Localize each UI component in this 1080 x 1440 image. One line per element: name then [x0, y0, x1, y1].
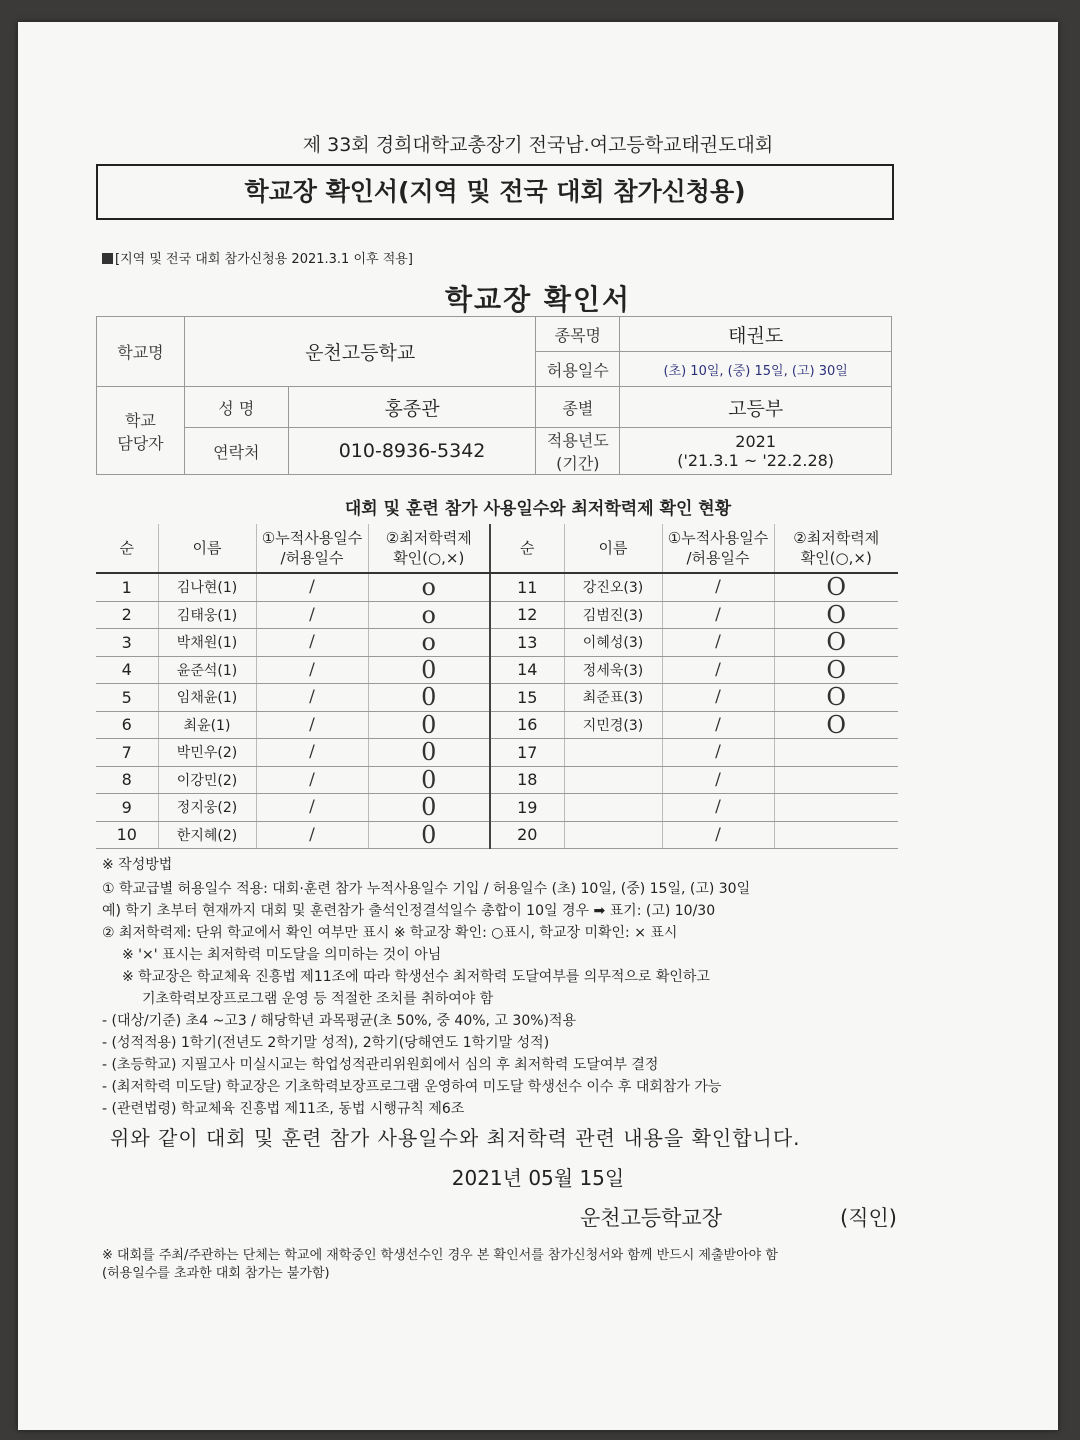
- row-no: 12: [490, 601, 564, 629]
- row-no: 4: [96, 656, 158, 684]
- days-cell: /: [256, 821, 368, 849]
- table-row: [96, 794, 898, 822]
- days-cell: /: [662, 739, 774, 767]
- days-cell: /: [662, 766, 774, 794]
- student-name: 임채윤(1): [158, 684, 256, 712]
- student-name: 한지혜(2): [158, 821, 256, 849]
- form-title: 학교장 확인서(지역 및 전국 대회 참가신청용): [96, 164, 894, 220]
- student-name: 정지웅(2): [158, 794, 256, 822]
- status-title: 대회 및 훈련 참가 사용일수와 최저학력제 확인 현황: [344, 499, 732, 519]
- check-cell: 0: [368, 711, 490, 739]
- row-no: 14: [490, 656, 564, 684]
- guide-line: 기초학력보장프로그램 운영 등 적절한 조치를 취하여야 함: [142, 991, 494, 1007]
- days-cell: /: [662, 629, 774, 657]
- row-no: 13: [490, 629, 564, 657]
- days-cell: /: [662, 601, 774, 629]
- header-no-right: 순: [490, 524, 564, 573]
- guide-line: - (최저학력 미도달) 학교장은 기초학력보장프로그램 운영하여 미도달 학생선수 이수 후 대회참가 가능: [102, 1079, 722, 1095]
- row-no: 10: [96, 821, 158, 849]
- student-name: 정세욱(3): [564, 656, 662, 684]
- sport-label: 종목명: [536, 317, 620, 352]
- check-cell: O: [774, 573, 898, 601]
- days-cell: /: [256, 601, 368, 629]
- event-title: 제 33회 경희대학교총장기 전국남.여고등학교태권도대회: [302, 134, 774, 156]
- header-acad: [368, 524, 490, 573]
- header-name: 이름: [158, 524, 256, 573]
- student-name: 박채원(1): [158, 629, 256, 657]
- header-days-right-line-1: ①누적사용일수: [667, 529, 769, 547]
- footnote: (허용일수를 초과한 대회 참가는 불가함): [102, 1266, 330, 1281]
- table-row: [96, 629, 898, 657]
- check-cell: O: [774, 711, 898, 739]
- student-name: 김나현(1): [158, 573, 256, 601]
- days-cell: /: [256, 739, 368, 767]
- sport-value: 태권도: [620, 317, 892, 352]
- student-name: 이강민(2): [158, 766, 256, 794]
- row-no: 8: [96, 766, 158, 794]
- check-cell: O: [774, 629, 898, 657]
- header-name-right: 이름: [564, 524, 662, 573]
- row-no: 11: [490, 573, 564, 601]
- manager-label: [97, 387, 185, 475]
- check-cell: 0: [368, 739, 490, 767]
- row-no: 2: [96, 601, 158, 629]
- category-value: 고등부: [620, 387, 892, 428]
- student-name: 최준표(3): [564, 684, 662, 712]
- manager-label-line-2: 담당자: [117, 433, 164, 453]
- days-cell: /: [256, 573, 368, 601]
- check-cell: [774, 766, 898, 794]
- table-row: [96, 601, 898, 629]
- guide-line: - (초등학교) 지필고사 미실시교는 학업성적관리위원회에서 심의 후 최저학력 도달여부 결정: [102, 1057, 659, 1073]
- notice-line: [102, 248, 413, 267]
- doc-title: 학교장 확인서: [444, 283, 632, 316]
- days-cell: /: [662, 711, 774, 739]
- guide-line: ※ 학교장은 학교체육 진흥법 제11조에 따라 학생선수 최저학력 도달여부를 의무적으로 확인하고: [122, 969, 710, 985]
- days-cell: /: [662, 573, 774, 601]
- check-cell: [774, 739, 898, 767]
- school-name: 운천고등학교: [184, 317, 536, 387]
- info-table: [96, 316, 892, 475]
- check-cell: o: [368, 601, 490, 629]
- student-name: 박민우(2): [158, 739, 256, 767]
- table-row: [96, 739, 898, 767]
- row-no: 3: [96, 629, 158, 657]
- table-row: [96, 684, 898, 712]
- student-name: [564, 739, 662, 767]
- guide-line: - (성적적용) 1학기(전년도 2학기말 성적), 2학기(당해연도 1학기말 성적): [102, 1035, 550, 1051]
- year-label-line-2: (기간): [556, 454, 600, 473]
- check-cell: [774, 821, 898, 849]
- name-label: 성 명: [184, 387, 288, 428]
- year-label-line-1: 적용년도: [546, 431, 609, 450]
- year-text: 2021: [735, 432, 776, 451]
- guide-line: 예) 학기 초부터 현재까지 대회 및 훈련참가 출석인정결석일수 총합이 10일 경우 ➡ 표기: (고) 10/30: [102, 903, 716, 919]
- days-cell: /: [256, 766, 368, 794]
- days-value: (초) 10일, (중) 15일, (고) 30일: [620, 352, 892, 387]
- manager-label-line-1: 학교: [124, 410, 156, 430]
- header-days-right-line-2: /허용일수: [686, 549, 750, 567]
- days-cell: /: [662, 794, 774, 822]
- student-name: [564, 766, 662, 794]
- row-no: 1: [96, 573, 158, 601]
- days-cell: /: [662, 656, 774, 684]
- row-no: 7: [96, 739, 158, 767]
- header-acad-line-1: ②최저학력제: [385, 529, 472, 547]
- guide-line: - (관련법령) 학교체육 진흥법 제11조, 동법 시행규칙 제6조: [102, 1101, 465, 1117]
- check-cell: 0: [368, 766, 490, 794]
- days-cell: /: [256, 684, 368, 712]
- row-no: 15: [490, 684, 564, 712]
- row-no: 20: [490, 821, 564, 849]
- header-acad-right: [774, 524, 898, 573]
- table-row: [96, 711, 898, 739]
- footnote: ※ 대회를 주최/주관하는 단체는 학교에 재학중인 학생선수인 경우 본 확인서를 참가신청서와 함께 반드시 제출받아야 함: [102, 1248, 778, 1263]
- square-bullet-icon: [102, 253, 113, 264]
- student-name: 이혜성(3): [564, 629, 662, 657]
- header-acad-right-line-1: ②최저학력제: [793, 529, 880, 547]
- contact-label: 연락처: [184, 428, 288, 475]
- header-acad-line-2: 확인(○,×): [393, 549, 465, 567]
- year-value: [620, 428, 892, 475]
- student-name: 지민경(3): [564, 711, 662, 739]
- period-text: ('21.3.1 ~ '22.2.28): [677, 451, 835, 470]
- guide-line: - (대상/기준) 초4 ~고3 / 해당학년 과목평균(초 50%, 중 40%, 고 30%)적용: [102, 1013, 577, 1029]
- category-label: 종별: [536, 387, 620, 428]
- check-cell: 0: [368, 794, 490, 822]
- notice-text: [지역 및 전국 대회 참가신청용 2021.3.1 이후 적용]: [115, 252, 413, 267]
- header-days: [256, 524, 368, 573]
- header-acad-right-line-2: 확인(○,×): [800, 549, 872, 567]
- check-cell: O: [774, 684, 898, 712]
- student-name: 김태웅(1): [158, 601, 256, 629]
- check-cell: O: [774, 656, 898, 684]
- guide-heading: ※ 작성방법: [102, 857, 173, 873]
- days-cell: /: [256, 629, 368, 657]
- table-row: [96, 766, 898, 794]
- school-label: 학교명: [97, 317, 185, 387]
- days-cell: /: [256, 656, 368, 684]
- student-name: [564, 821, 662, 849]
- confirm-statement: 위와 같이 대회 및 훈련 참가 사용일수와 최저학력 관련 내용을 확인합니다.: [110, 1126, 801, 1150]
- header-days-line-2: /허용일수: [280, 549, 344, 567]
- table-row: [96, 821, 898, 849]
- days-cell: /: [256, 711, 368, 739]
- guide-line: ① 학교급별 허용일수 적용: 대회·훈련 참가 누적사용일수 기입 / 허용일수 (초) 10일, (중) 15일, (고) 30일: [102, 881, 751, 897]
- header-days-line-1: ①누적사용일수: [261, 529, 363, 547]
- issue-date: 2021년 05월 15일: [451, 1166, 625, 1190]
- header-days-right: [662, 524, 774, 573]
- student-name: 최윤(1): [158, 711, 256, 739]
- row-no: 18: [490, 766, 564, 794]
- row-no: 16: [490, 711, 564, 739]
- row-no: 5: [96, 684, 158, 712]
- check-cell: 0: [368, 821, 490, 849]
- student-name: [564, 794, 662, 822]
- days-cell: /: [662, 821, 774, 849]
- guide-line: ② 최저학력제: 단위 학교에서 확인 여부만 표시 ※ 학교장 확인: ○표시, 학교장 미확인: × 표시: [102, 925, 678, 941]
- contact-value: 010-8936-5342: [288, 428, 536, 475]
- table-row: [96, 656, 898, 684]
- days-cell: /: [662, 684, 774, 712]
- student-name: 강진오(3): [564, 573, 662, 601]
- row-no: 17: [490, 739, 564, 767]
- check-cell: [774, 794, 898, 822]
- table-row: [96, 573, 898, 601]
- row-no: 19: [490, 794, 564, 822]
- manager-name: 홍종관: [288, 387, 536, 428]
- days-label: 허용일수: [536, 352, 620, 387]
- check-cell: O: [774, 601, 898, 629]
- header-no: 순: [96, 524, 158, 573]
- check-cell: 0: [368, 656, 490, 684]
- document-paper: [18, 22, 1058, 1430]
- year-label: [536, 428, 620, 475]
- seal-mark: (직인): [840, 1206, 897, 1230]
- check-cell: o: [368, 573, 490, 601]
- roster-table: [96, 524, 898, 849]
- check-cell: o: [368, 629, 490, 657]
- student-name: 윤준석(1): [158, 656, 256, 684]
- row-no: 6: [96, 711, 158, 739]
- student-name: 김범진(3): [564, 601, 662, 629]
- days-cell: /: [256, 794, 368, 822]
- row-no: 9: [96, 794, 158, 822]
- guide-line: ※ '×' 표시는 최저학력 미도달을 의미하는 것이 아님: [122, 947, 442, 963]
- principal-title: 운천고등학교장: [580, 1206, 723, 1230]
- check-cell: 0: [368, 684, 490, 712]
